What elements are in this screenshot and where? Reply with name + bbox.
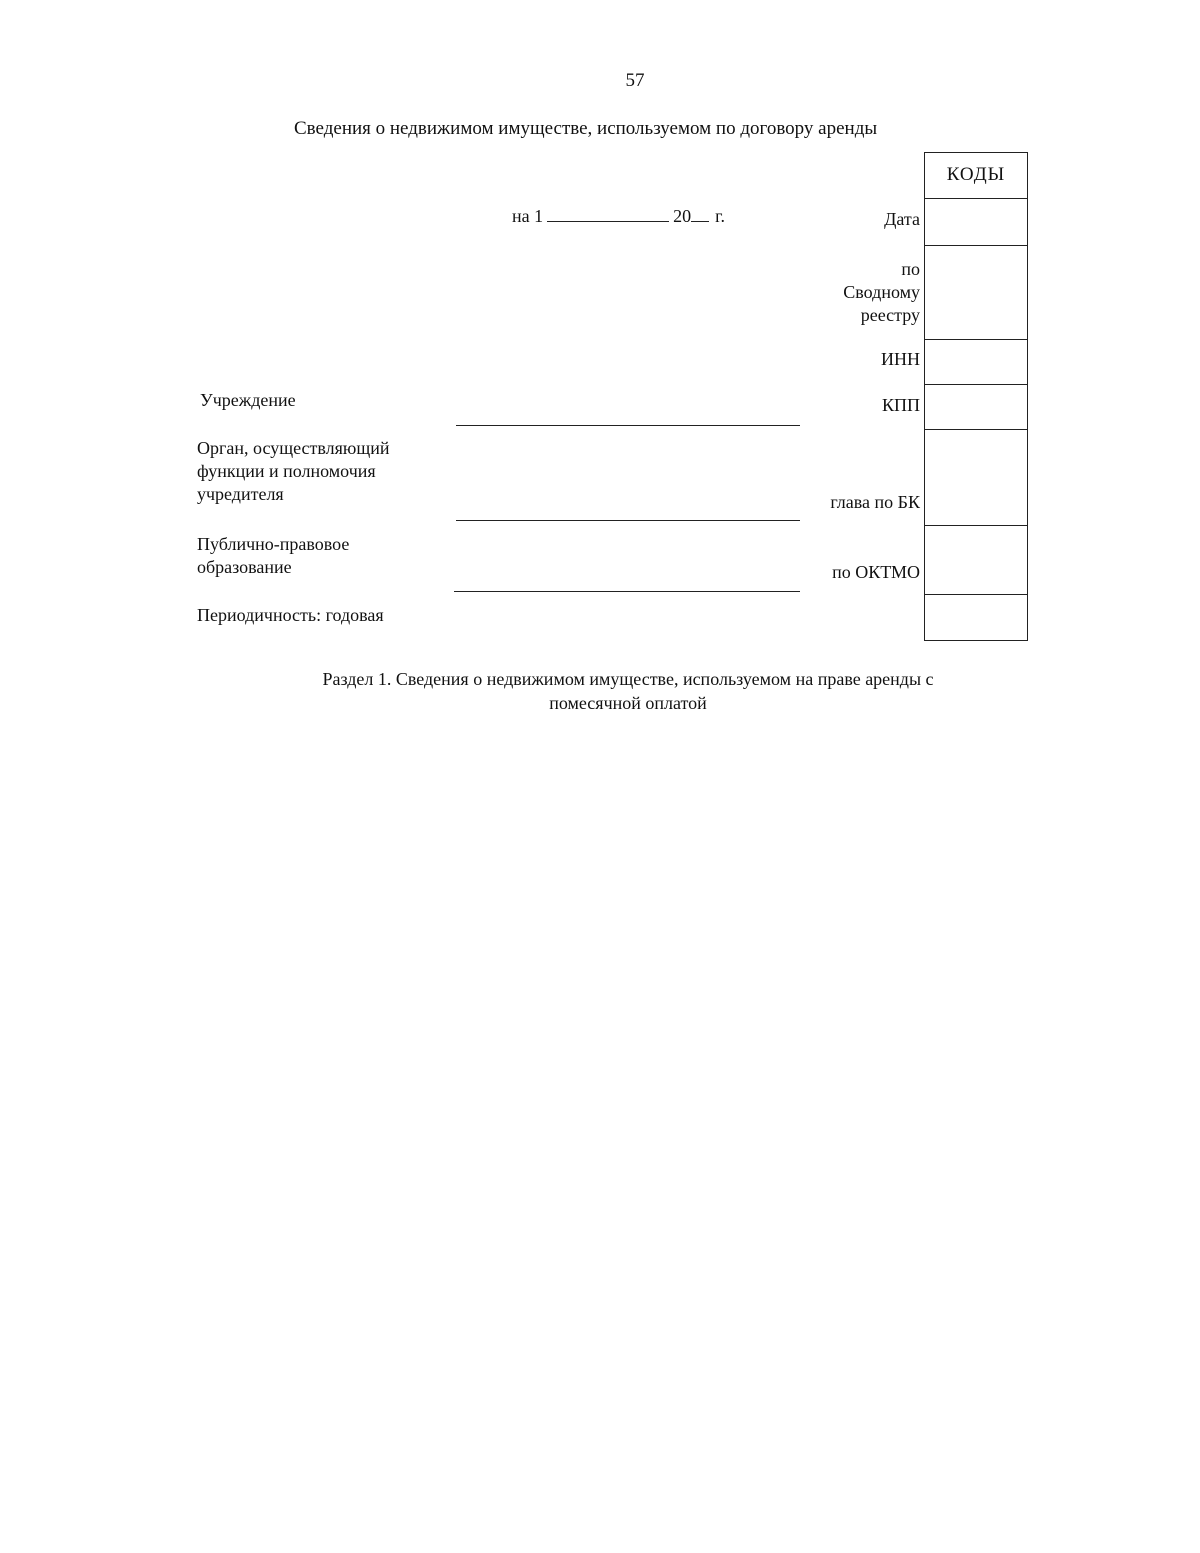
label-registry-line3: реестру: [860, 305, 920, 325]
section-1-title: [0, 667, 1200, 715]
date-day-month-blank[interactable]: [547, 205, 669, 222]
codes-header: КОДЫ: [946, 164, 1006, 185]
label-kpp: КПП: [881, 395, 920, 415]
date-year-prefix: 20: [673, 206, 692, 226]
date-suffix: г.: [715, 206, 725, 226]
label-public-entity: [197, 533, 349, 579]
institution-underline[interactable]: [456, 425, 800, 426]
label-registry-line1: по: [901, 259, 920, 279]
label-oktmo: по ОКТМО: [832, 562, 920, 582]
page-number: 57: [625, 70, 645, 91]
date-prefix: на 1: [512, 206, 544, 226]
section-1-title-line2: помесячной оплатой: [549, 693, 707, 713]
label-public-entity-line2: образование: [197, 557, 292, 577]
code-cell-periodicity[interactable]: [925, 594, 1027, 640]
label-founder-body-line1: Орган, осуществляющий: [197, 438, 390, 458]
founder-body-underline[interactable]: [456, 520, 800, 521]
public-entity-underline[interactable]: [454, 591, 800, 592]
report-date-line: [512, 205, 725, 227]
label-registry-line2: Сводному: [843, 282, 920, 302]
label-bk-chapter: глава по БК: [830, 492, 920, 512]
label-registry: [800, 258, 920, 327]
label-date: Дата: [884, 209, 920, 229]
code-cell-oktmo[interactable]: [925, 525, 1027, 594]
codes-table: [924, 152, 1028, 641]
code-cell-registry[interactable]: [925, 245, 1027, 339]
label-inn: ИНН: [881, 349, 920, 369]
date-year-blank[interactable]: [691, 205, 709, 222]
code-cell-date[interactable]: [925, 198, 1027, 245]
label-founder-body-line3: учредителя: [197, 484, 284, 504]
code-cell-kpp[interactable]: [925, 384, 1027, 429]
form-title: Сведения о недвижимом имуществе, используемом по договору аренды: [294, 118, 878, 139]
section-1-title-line1: Раздел 1. Сведения о недвижимом имуществе, используемом на праве аренды с: [322, 669, 934, 689]
label-public-entity-line1: Публично-правовое: [197, 534, 350, 554]
label-periodicity: Периодичность: годовая: [197, 605, 384, 625]
code-cell-bk-chapter[interactable]: [925, 429, 1027, 525]
code-cell-inn[interactable]: [925, 339, 1027, 384]
label-founder-body: [197, 437, 389, 506]
label-institution: Учреждение: [200, 390, 296, 410]
label-founder-body-line2: функции и полномочия: [197, 461, 376, 481]
